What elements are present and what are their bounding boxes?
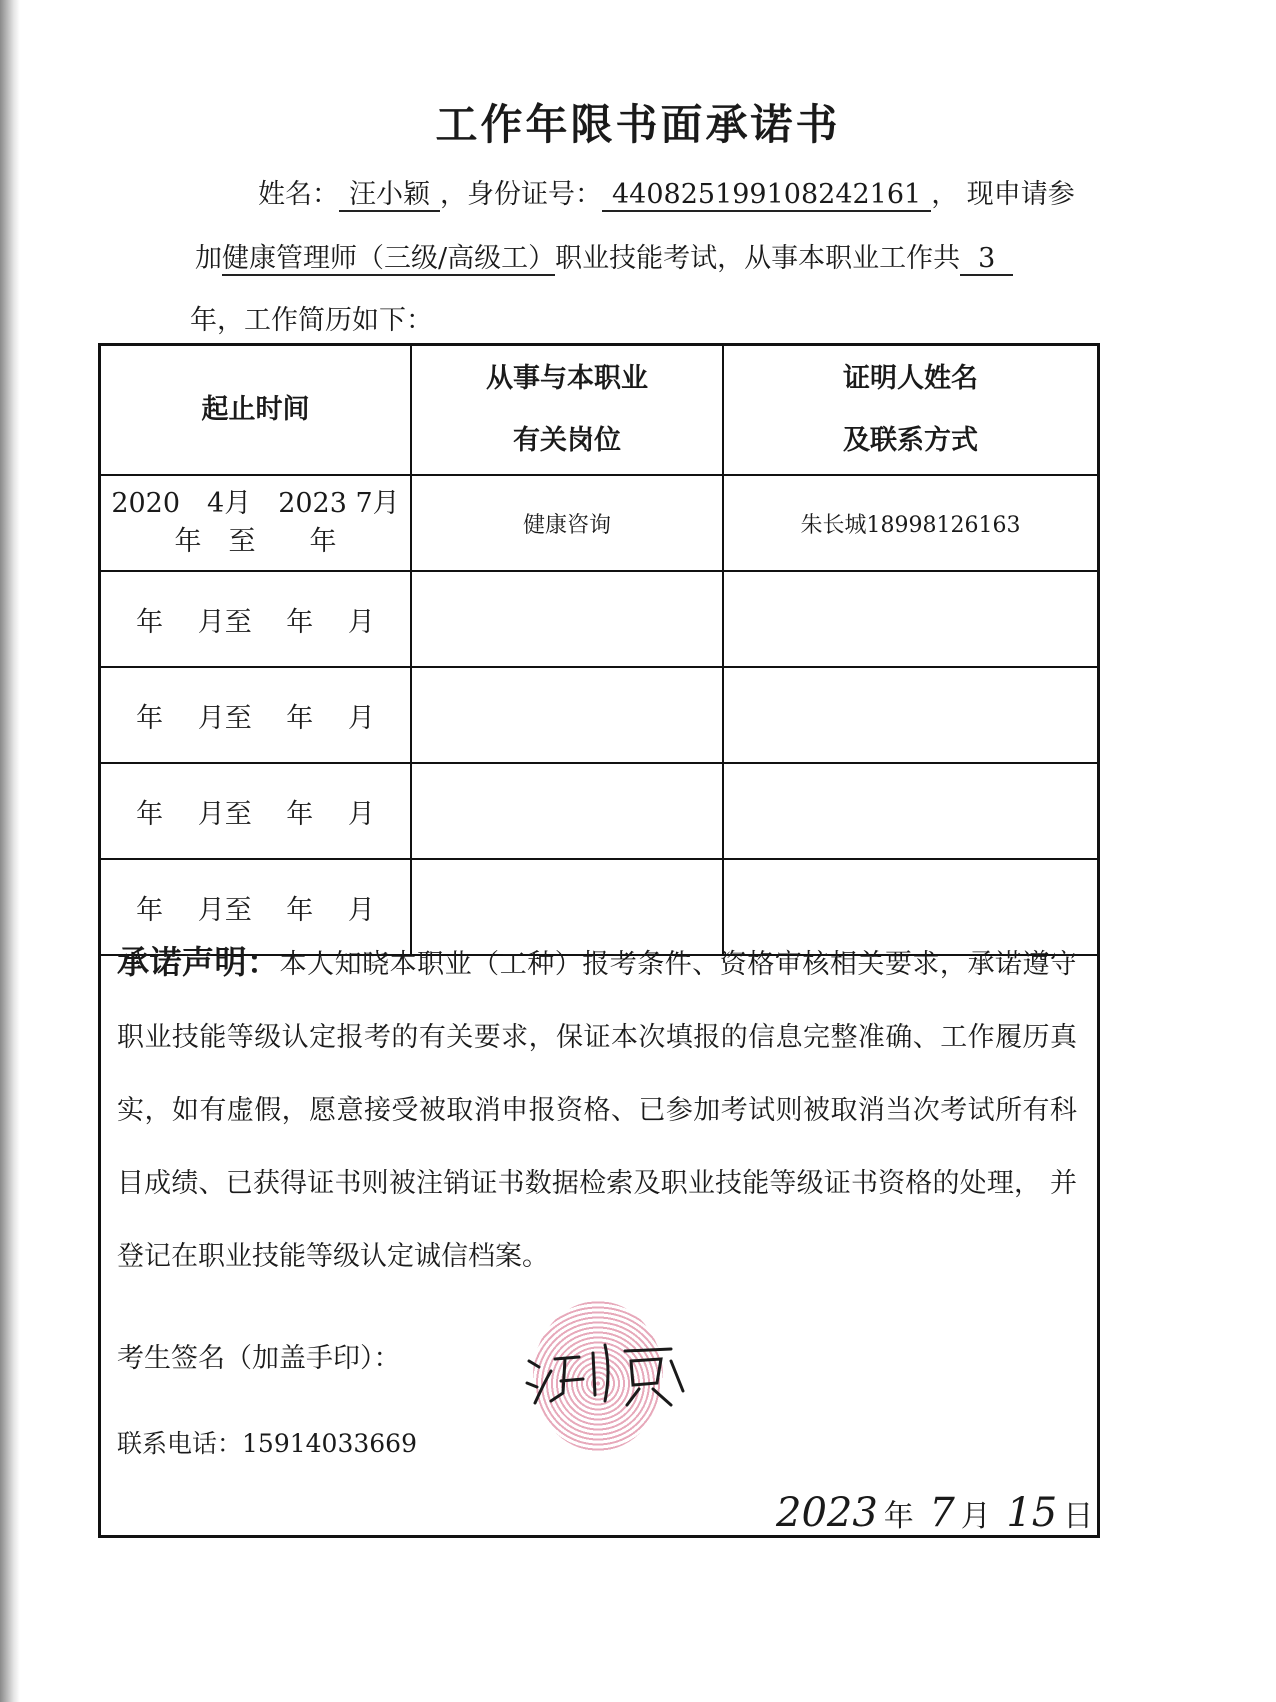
phone-label: 联系电话： [117, 1429, 243, 1458]
period-cell: 年 月至 年 月 [101, 667, 411, 763]
month-label: 月 [960, 1499, 991, 1534]
handwritten-signature [521, 1331, 691, 1411]
occupation: 健康管理师（三级/高级工） [222, 243, 556, 274]
declaration-heading: 承诺声明： [117, 943, 280, 981]
document-title: 工作年限书面承诺书 [435, 100, 841, 149]
intro-line-2 [195, 236, 1013, 275]
date-month: 7 [929, 1490, 955, 1536]
day-label: 日 [1063, 1499, 1094, 1534]
page-edge-shadow [0, 0, 20, 1702]
witness-cell [723, 763, 1097, 859]
applicant-name: 汪小颖 [339, 179, 440, 212]
year-label: 年 [883, 1499, 914, 1534]
apply-prefix: 加 [195, 243, 222, 274]
table-row [101, 475, 1097, 571]
form-frame [98, 343, 1100, 1538]
witness-cell [723, 667, 1097, 763]
position-cell [411, 763, 723, 859]
id-number: 440825199108242161 [602, 179, 931, 212]
date-year: 2023 [776, 1490, 878, 1536]
name-label: 姓名： [258, 179, 339, 210]
signature-row [117, 1336, 401, 1375]
header-witness: 证明人姓名 及联系方式 [723, 346, 1097, 475]
apply-text: ， 现申请参 [931, 179, 1075, 210]
table-row [101, 571, 1097, 667]
period-cell: 年 月至 年 月 [101, 571, 411, 667]
table-row [101, 667, 1097, 763]
signature-label: 考生签名（加盖手印）： [117, 1343, 401, 1374]
witness-cell: 朱长城18998126163 [723, 475, 1097, 571]
position-cell [411, 667, 723, 763]
date-day: 15 [1006, 1490, 1058, 1536]
date-row [770, 1490, 1093, 1536]
period-cell: 年 月至 年 月 [101, 859, 411, 955]
period-cell: 2020 4月 2023 7月 年 至 年 [101, 475, 411, 571]
declaration [117, 926, 1077, 1293]
declaration-text: 本人知晓本职业（工种）报考条件、资格审核相关要求，承诺遵守职业技能等级认定报考的有关要求，保证本次填报的信息完整准确、工作履历真实，如有虚假，愿意接受被取消申报资格、已参加考试则被取消当次考试所有科目成绩、已获得证书则被注销证书数据检索及职业技能等级证书资格的处理， 并登记在职业技能等级认定诚信档案。 [117, 949, 1077, 1272]
years-worked: 3 [960, 243, 1013, 276]
phone-row [117, 1424, 417, 1460]
header-period: 起止时间 [101, 346, 411, 475]
table-header-row [101, 346, 1097, 475]
position-cell: 健康咨询 [411, 475, 723, 571]
id-label: ，身份证号： [440, 179, 602, 210]
position-cell [411, 571, 723, 667]
phone-number: 15914033669 [242, 1429, 417, 1458]
header-position: 从事与本职业 有关岗位 [411, 346, 723, 475]
work-history-table [101, 346, 1097, 956]
intro-line-3: 年，工作简历如下： [190, 305, 433, 336]
witness-cell [723, 571, 1097, 667]
period-cell: 年 月至 年 月 [101, 763, 411, 859]
exam-text: 职业技能考试，从事本职业工作共 [555, 243, 961, 274]
table-row [101, 763, 1097, 859]
intro-line-1 [258, 172, 1075, 211]
